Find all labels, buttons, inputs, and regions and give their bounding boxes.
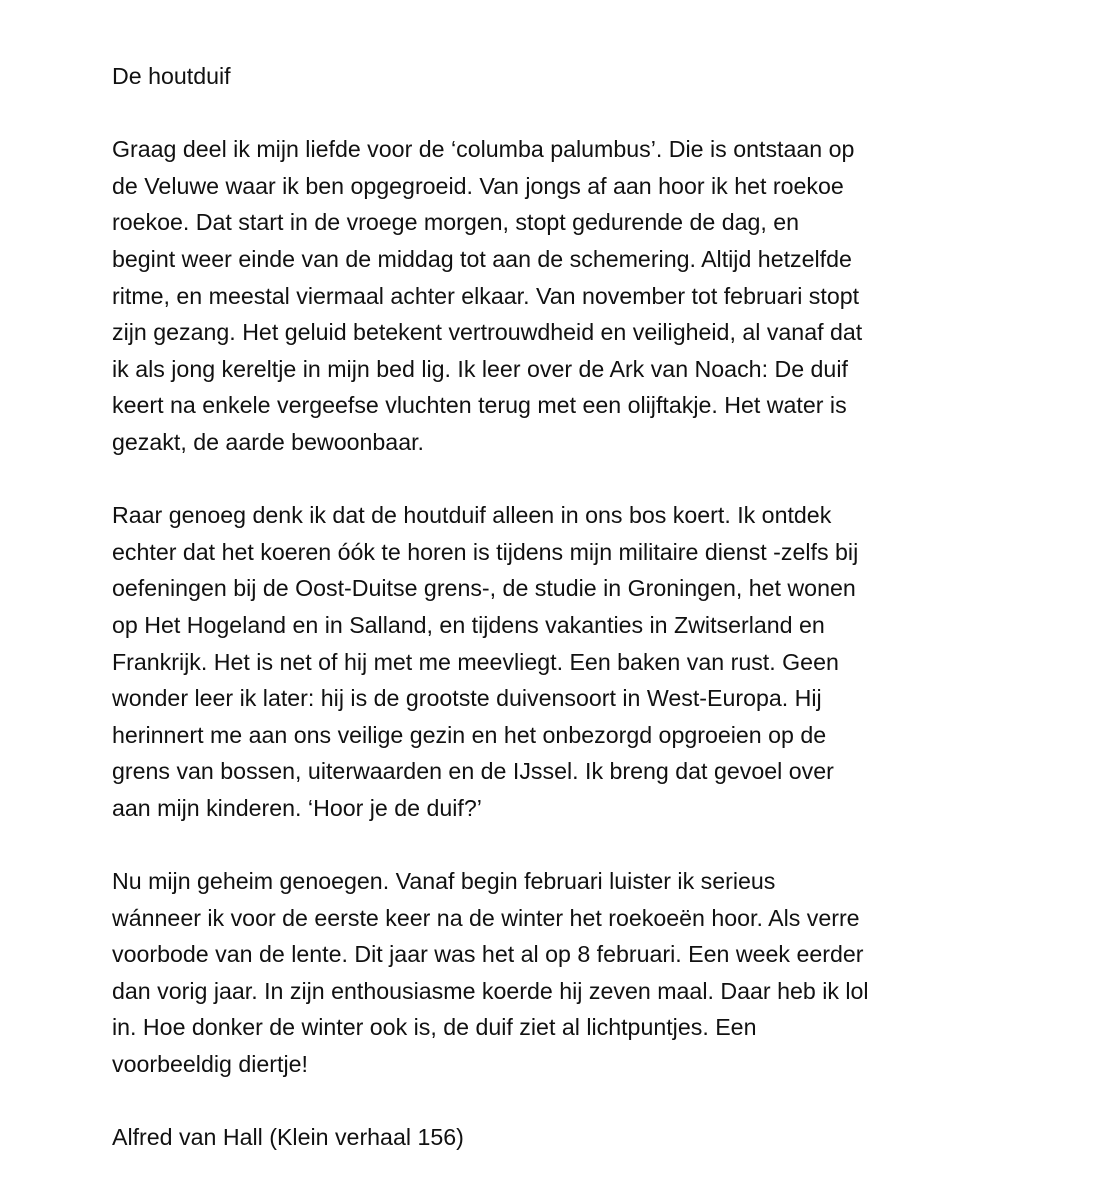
paragraph-line: Nu mijn geheim genoegen. Vanaf begin februari luister ik serieus	[112, 868, 776, 895]
paragraph-line: keert na enkele vergeefse vluchten terug met een olijftakje. Het water is	[112, 392, 847, 419]
paragraph-line: ritme, en meestal viermaal achter elkaar. Van november tot februari stopt	[112, 282, 860, 309]
paragraph-line: herinnert me aan ons veilige gezin en het onbezorgd opgroeien op de	[112, 721, 827, 748]
document-body	[112, 58, 932, 1156]
paragraph-line: zijn gezang. Het geluid betekent vertrouwdheid en veiligheid, al vanaf dat	[112, 319, 863, 346]
author-signature: Alfred van Hall (Klein verhaal 156)	[112, 1124, 464, 1151]
paragraph-line: de Veluwe waar ik ben opgegroeid. Van jongs af aan hoor ik het roekoe	[112, 172, 844, 199]
paragraph-line: wonder leer ik later: hij is de grootste duivensoort in West-Europa. Hij	[112, 685, 822, 712]
paragraph-line: oefeningen bij de Oost-Duitse grens-, de studie in Groningen, het wonen	[112, 575, 856, 602]
paragraph-line: gezakt, de aarde bewoonbaar.	[112, 428, 424, 455]
document-title: De houtduif	[112, 63, 231, 89]
paragraph-line: op Het Hogeland en in Salland, en tijdens vakanties in Zwitserland en	[112, 611, 825, 638]
paragraph-line: grens van bossen, uiterwaarden en de IJssel. Ik breng dat gevoel over	[112, 758, 834, 785]
paragraph-line: Frankrijk. Het is net of hij met me meevliegt. Een baken van rust. Geen	[112, 648, 839, 675]
paragraph-3	[112, 863, 932, 1083]
paragraph-line: ik als jong kereltje in mijn bed lig. Ik leer over de Ark van Noach: De duif	[112, 355, 848, 382]
paragraph-line: roekoe. Dat start in de vroege morgen, stopt gedurende de dag, en	[112, 209, 800, 236]
paragraph-line: Graag deel ik mijn liefde voor de ‘columba palumbus’. Die is ontstaan op	[112, 136, 855, 163]
paragraph-line: aan mijn kinderen. ‘Hoor je de duif?’	[112, 794, 482, 821]
paragraph-line: wánneer ik voor de eerste keer na de winter het roekoeën hoor. Als verre	[112, 904, 860, 931]
paragraph-line: Raar genoeg denk ik dat de houtduif alleen in ons bos koert. Ik ontdek	[112, 502, 832, 529]
paragraph-line: dan vorig jaar. In zijn enthousiasme koerde hij zeven maal. Daar heb ik lol	[112, 977, 869, 1004]
paragraph-line: voorbode van de lente. Dit jaar was het al op 8 februari. Een week eerder	[112, 941, 864, 968]
paragraph-2	[112, 497, 932, 826]
paragraph-line: begint weer einde van de middag tot aan de schemering. Altijd hetzelfde	[112, 245, 852, 272]
paragraph-line: in. Hoe donker de winter ook is, de duif ziet al lichtpuntjes. Een	[112, 1014, 757, 1041]
paragraph-line: voorbeeldig diertje!	[112, 1051, 308, 1078]
paragraph-1	[112, 131, 932, 460]
paragraph-line: echter dat het koeren óók te horen is tijdens mijn militaire dienst -zelfs bij	[112, 538, 859, 565]
